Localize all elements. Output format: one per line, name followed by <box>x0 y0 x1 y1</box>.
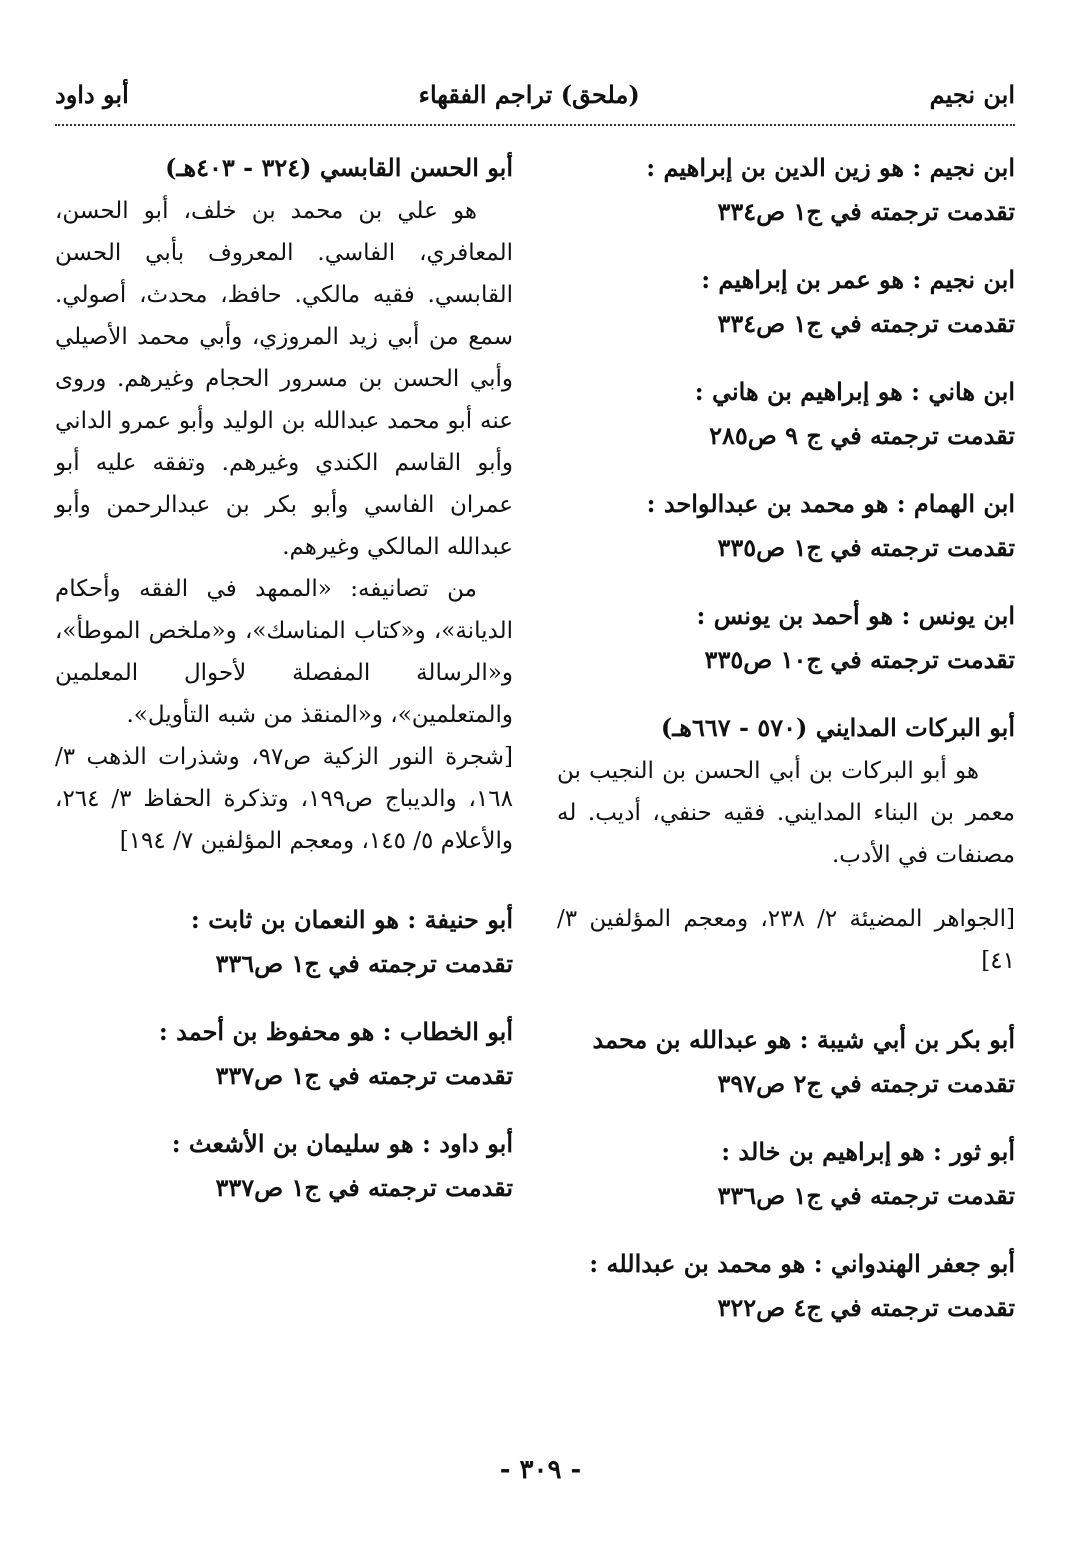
header-right: ابن نجيم <box>929 80 1015 109</box>
entry-reference: تقدمت ترجمته في ج١ ص٣٣٤ <box>717 197 1015 226</box>
entry-reference: تقدمت ترجمته في ج١ ص٣٣٦ <box>717 1181 1015 1210</box>
biography-works: من تصانيفه: «الممهد في الفقه وأحكام الديانة»، و«كتاب المناسك»، و«ملخص الموطأ»، و«الرسالة المفصلة لأحوال المعلمين والمتعلمين»، و«المنقذ من شبه التأويل». <box>55 576 513 728</box>
entry-heading: أبو حنيفة : هو النعمان بن ثابت : <box>190 905 513 934</box>
biography-text: هو علي بن محمد بن خلف، أبو الحسن، المعافري، الفاسي. المعروف بأبي الحسن القابسي. فقيه مالكي. حافظ، محدث، أصولي. سمع من أبي زيد المروزي، وأبي محمد الأصيلي وأبي الحسن بن مسرور الحجام وغيرهم. وروى عنه أبو محمد عبدالله بن الوليد وأبو عمرو الداني وأبو القاسم الكندي وغيرهم. وتفقه عليه أبو عمران الفاسي وأبو بكر بن عبدالرحمن وأبو عبدالله المالكي وغيرهم. <box>55 198 513 560</box>
entry-heading: أبو الخطاب : هو محفوظ بن أحمد : <box>158 1017 513 1046</box>
biography-sources <box>55 736 513 862</box>
entry-reference: تقدمت ترجمته في ج١ ص٣٣٦ <box>215 949 513 978</box>
sources-text: [الجواهر المضيئة ٢/ ٢٣٨، ومعجم المؤلفين ٣/ ٤١] <box>557 906 1015 974</box>
header-divider <box>55 124 1015 126</box>
entry-heading: ابن يونس : هو أحمد بن يونس : <box>696 601 1015 630</box>
cross-ref-entry <box>55 898 513 986</box>
entry-reference: تقدمت ترجمته في ج١ ص٣٣٧ <box>215 1061 513 1090</box>
entry-heading: ابن نجيم : هو زين الدين بن إبراهيم : <box>646 153 1015 182</box>
right-column <box>557 146 1015 1354</box>
biography-entry <box>557 706 1015 982</box>
cross-ref-entry <box>557 1130 1015 1218</box>
cross-ref-entry <box>55 1010 513 1098</box>
entry-reference: تقدمت ترجمته في ج١ ص٣٣٥ <box>717 533 1015 562</box>
cross-ref-entry <box>557 146 1015 234</box>
book-page <box>55 80 1015 1540</box>
cross-ref-entry <box>557 594 1015 682</box>
cross-ref-entry <box>557 258 1015 346</box>
entry-heading: أبو ثور : هو إبراهيم بن خالد : <box>721 1137 1015 1166</box>
sources-text: [شجرة النور الزكية ص٩٧، وشذرات الذهب ٣/ ١٦٨، والديباج ص١٩٩، وتذكرة الحفاظ ٣/ ٢٦٤، والأعلام ٥/ ١٤٥، ومعجم المؤلفين ٧/ ١٩٤] <box>55 744 513 854</box>
entry-reference: تقدمت ترجمته في ج ٩ ص٢٨٥ <box>709 421 1015 450</box>
entry-reference: تقدمت ترجمته في ج١٠ ص٣٣٥ <box>704 645 1015 674</box>
biography-sources <box>557 898 1015 982</box>
entry-heading: أبو داود : هو سليمان بن الأشعث : <box>171 1129 513 1158</box>
page-number: - ٣٠٩ - <box>499 1455 582 1485</box>
biography-text: هو أبو البركات بن أبي الحسن بن النجيب بن معمر بن البناء المدايني. فقيه حنفي، أديب. له مصنفات في الأدب. <box>557 758 1015 868</box>
entry-heading: ابن هاني : هو إبراهيم بن هاني : <box>694 377 1015 406</box>
header-left: أبو داود <box>55 80 129 109</box>
entry-reference: تقدمت ترجمته في ج١ ص٣٣٤ <box>717 309 1015 338</box>
entry-heading: ابن الهمام : هو محمد بن عبدالواحد : <box>646 489 1015 518</box>
cross-ref-entry <box>55 1122 513 1210</box>
biography-title: أبو البركات المدايني (٥٧٠ - ٦٦٧هـ) <box>660 713 1015 742</box>
entry-reference: تقدمت ترجمته في ج٢ ص٣٩٧ <box>717 1069 1015 1098</box>
cross-ref-entry <box>557 482 1015 570</box>
entry-heading: أبو جعفر الهندواني : هو محمد بن عبدالله : <box>589 1249 1015 1278</box>
entry-heading: ابن نجيم : هو عمر بن إبراهيم : <box>701 265 1015 294</box>
biography-title: أبو الحسن القابسي (٣٢٤ - ٤٠٣هـ) <box>165 153 513 182</box>
biography-entry <box>55 146 513 862</box>
cross-ref-entry <box>557 1018 1015 1106</box>
running-header <box>55 80 1015 122</box>
cross-ref-entry <box>557 370 1015 458</box>
header-center: (ملحق) تراجم الفقهاء <box>418 80 640 109</box>
cross-ref-entry <box>557 1242 1015 1330</box>
entry-reference: تقدمت ترجمته في ج٤ ص٣٢٢ <box>717 1293 1015 1322</box>
two-column-body <box>55 146 1015 1354</box>
entry-reference: تقدمت ترجمته في ج١ ص٣٣٧ <box>215 1173 513 1202</box>
entry-heading: أبو بكر بن أبي شيبة : هو عبدالله بن محمد <box>592 1025 1015 1054</box>
left-column <box>55 146 513 1354</box>
